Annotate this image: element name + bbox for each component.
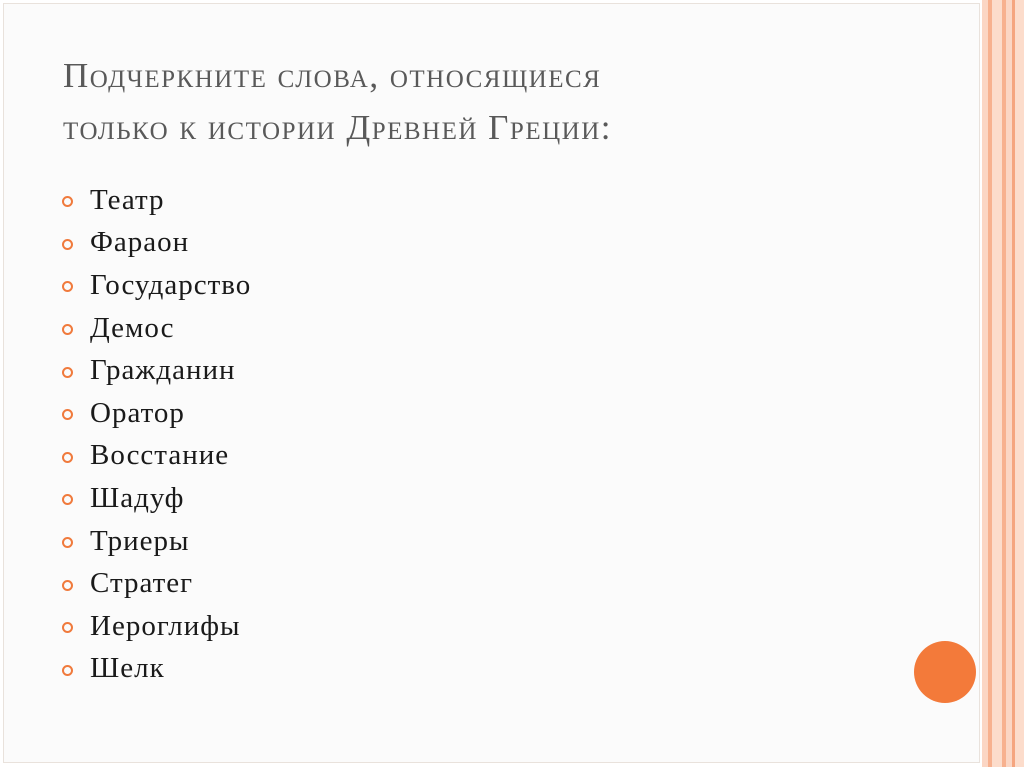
word-list [62, 179, 251, 690]
list-item [62, 222, 251, 265]
ring-bullet-icon [62, 665, 73, 676]
list-item [62, 392, 251, 435]
list-item-label: Восстание [90, 439, 230, 472]
list-item-label: Триеры [90, 524, 190, 557]
ring-bullet-icon [62, 324, 73, 335]
list-item-label: Театр [90, 183, 165, 216]
ring-bullet-icon [62, 196, 73, 207]
ring-bullet-icon [62, 409, 73, 420]
list-item [62, 349, 251, 392]
list-item-label: Гражданин [90, 354, 236, 387]
ring-bullet-icon [62, 281, 73, 292]
list-item [62, 520, 251, 563]
ring-bullet-icon [62, 239, 73, 250]
list-item-label: Демос [90, 311, 175, 344]
ring-bullet-icon [62, 622, 73, 633]
decorative-stripe [992, 0, 1002, 767]
ring-bullet-icon [62, 537, 73, 548]
title-line: только к истории Древней Греции: [63, 108, 612, 147]
list-item [62, 179, 251, 222]
list-item [62, 435, 251, 478]
list-item-label: Оратор [90, 396, 185, 429]
list-item-label: Стратег [90, 567, 194, 600]
list-item-label: Фараон [90, 226, 190, 259]
page-title [63, 50, 943, 154]
list-item-label: Государство [90, 268, 252, 301]
list-item [62, 264, 251, 307]
title-line: Подчеркните слова, относящиеся [63, 56, 602, 95]
orange-circle-decoration [914, 641, 976, 703]
list-item-label: Шелк [90, 652, 165, 685]
ring-bullet-icon [62, 452, 73, 463]
ring-bullet-icon [62, 367, 73, 378]
list-item-label: Шадуф [90, 481, 185, 514]
ring-bullet-icon [62, 494, 73, 505]
decorative-stripe [1015, 0, 1024, 767]
list-item [62, 477, 251, 520]
list-item-label: Иероглифы [90, 609, 241, 642]
list-item [62, 562, 251, 605]
list-item [62, 307, 251, 350]
list-item [62, 648, 251, 691]
ring-bullet-icon [62, 580, 73, 591]
list-item [62, 605, 251, 648]
